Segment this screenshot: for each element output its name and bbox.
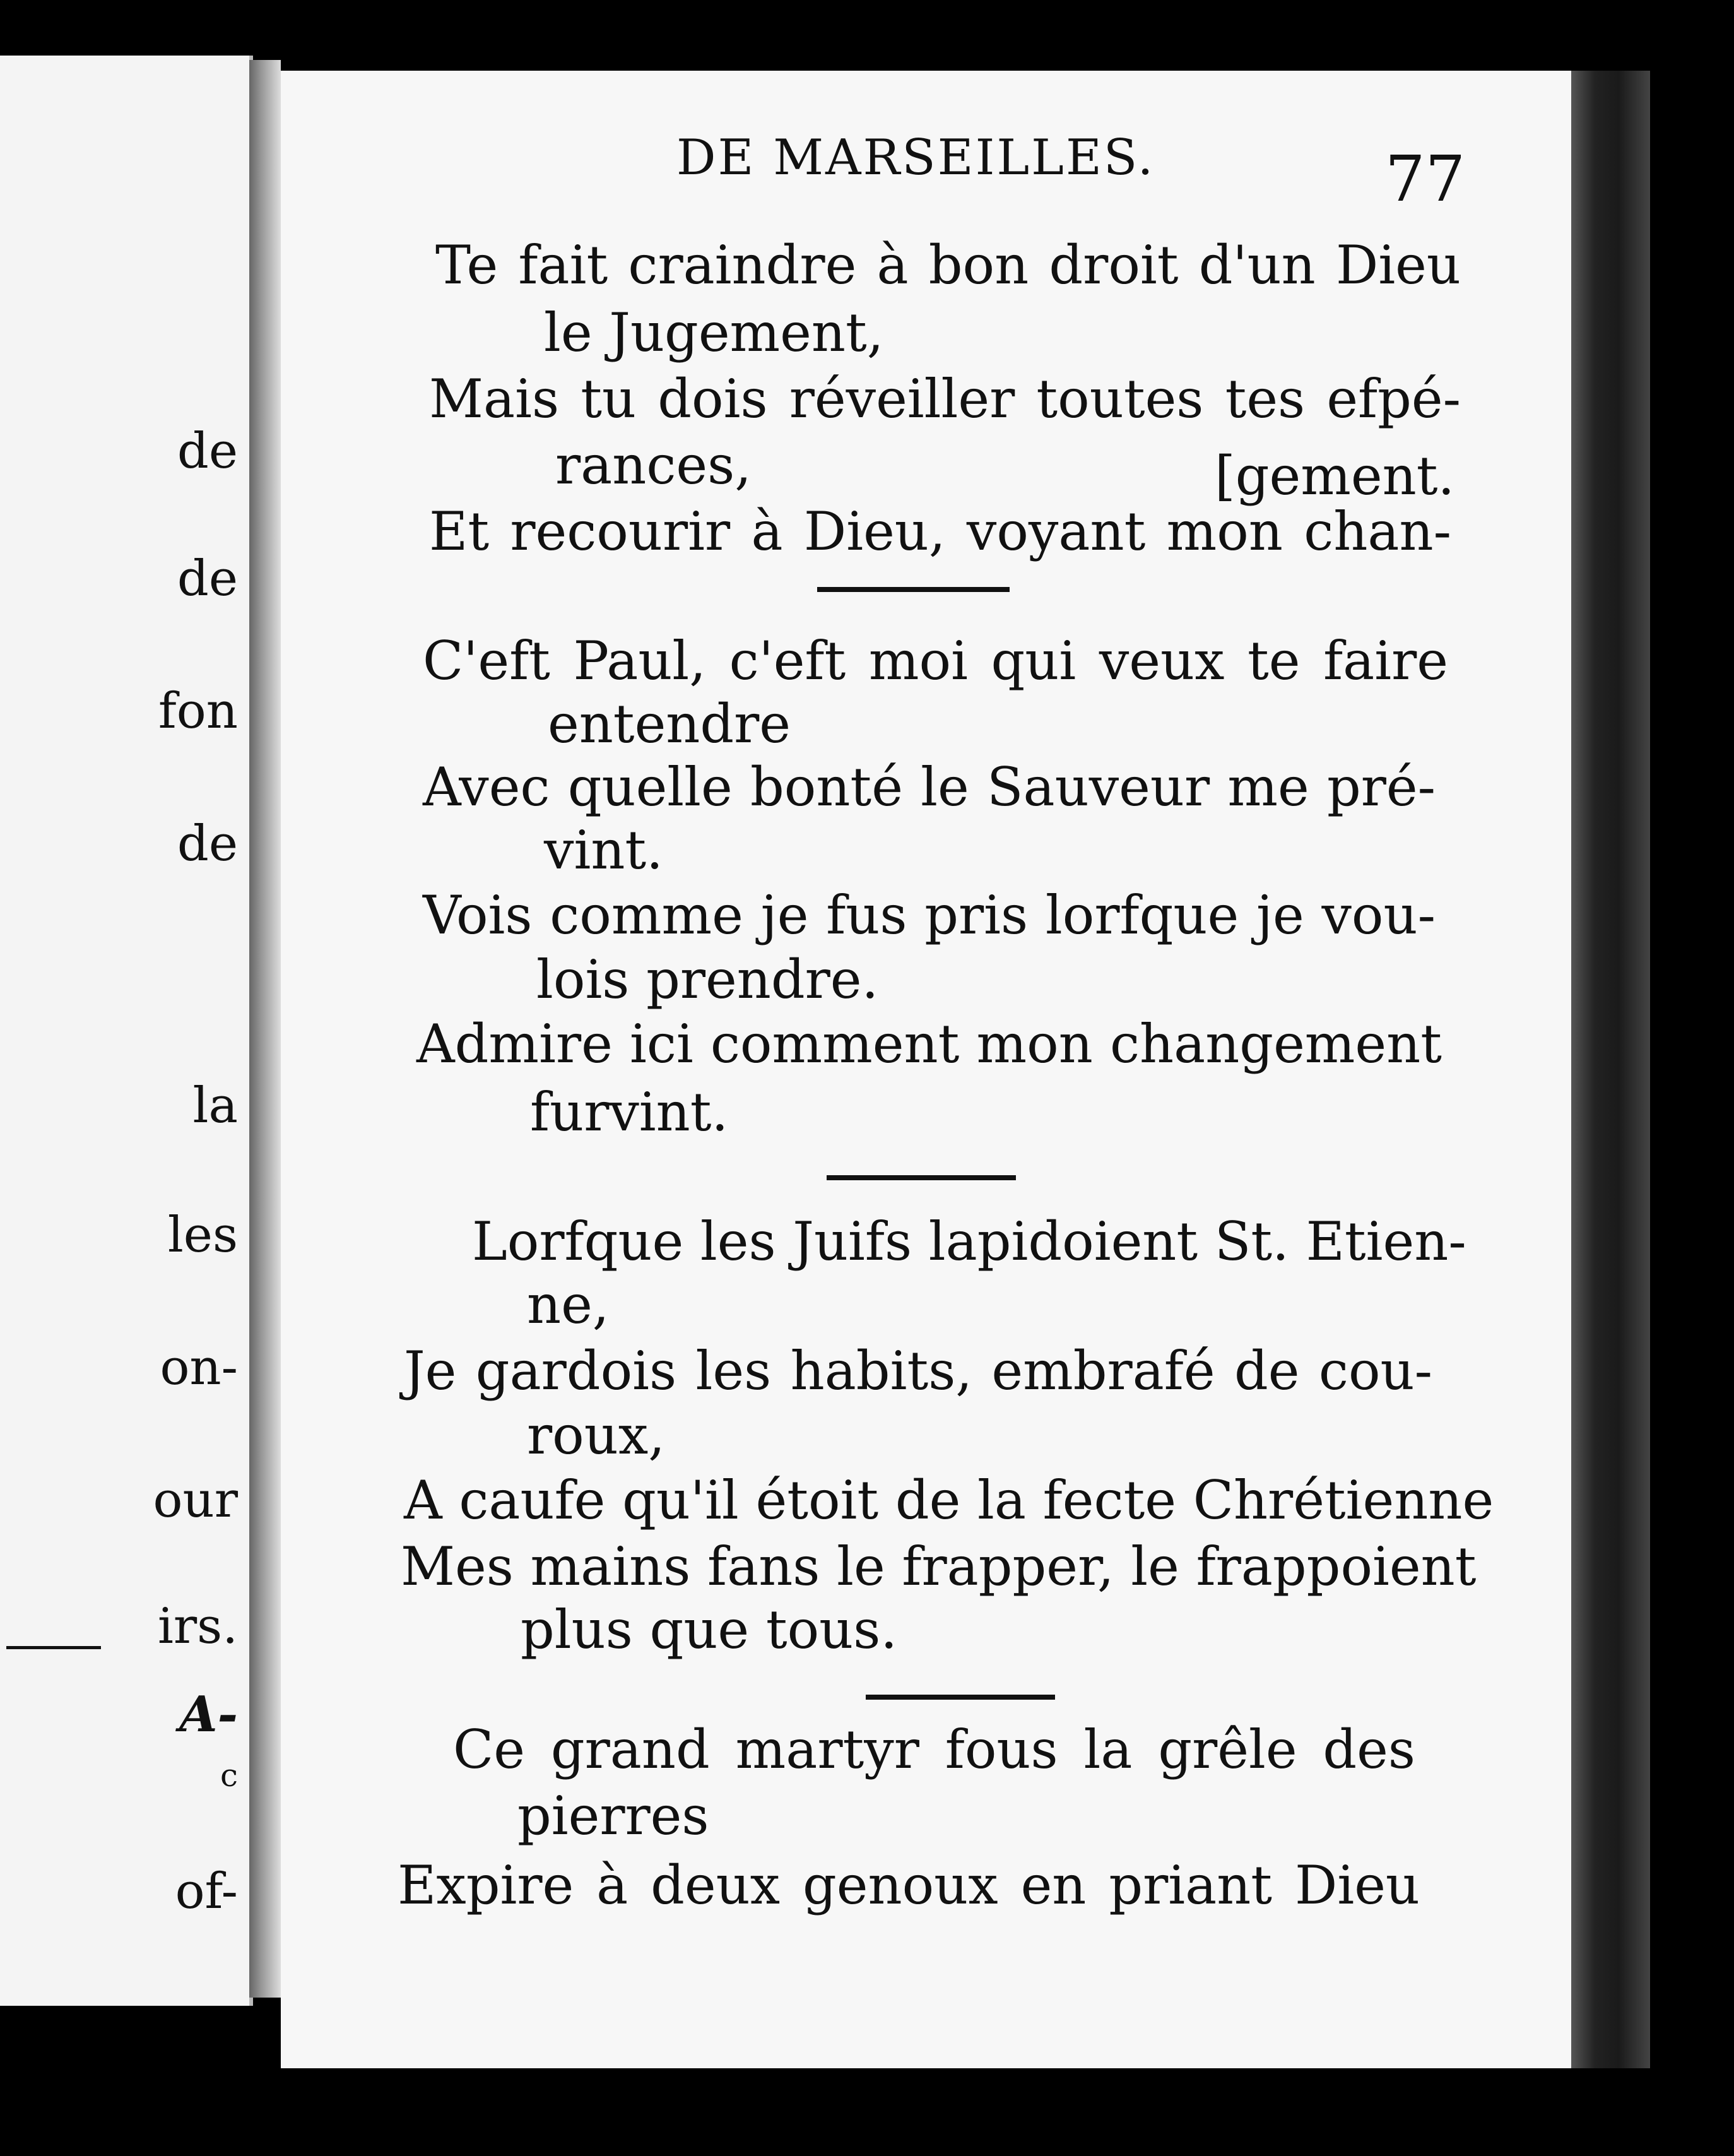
verse-line: Mes mains fans le frapper, le frappoient [401,1536,1477,1597]
left-fragment: de [177,550,238,607]
left-fragment: fon [158,683,238,740]
verse-line: Lorfque les Juifs lapidoient St. Etien- [472,1211,1466,1272]
left-fragment: c [220,1757,238,1794]
left-fragment: la [192,1077,238,1134]
verse-line: rances, [555,434,752,496]
verse-line: roux, [527,1404,665,1466]
verse-line: le Jugement, [544,302,884,364]
book-gutter [249,60,281,1998]
left-fragment: irs. [157,1598,238,1655]
verse-line: A caufe qu'il étoit de la fecte Chrétienne [404,1469,1494,1531]
verse-line: Avec quelle bonté le Sauveur me pré- [423,756,1436,818]
left-facing-page [0,56,253,2006]
verse-line: ne, [527,1274,610,1336]
verse-line: furvint. [530,1081,729,1143]
left-fragment: of- [175,1863,238,1920]
verse-line: entendre [548,693,791,755]
verse-line: pierres [517,1785,709,1847]
verse-line: vint. [544,819,663,881]
verse-line: Et recourir à Dieu, voyant mon chan- [429,500,1451,562]
verse-line: Mais tu dois réveiller toutes tes efpé- [429,368,1461,430]
left-fragment: our [153,1472,238,1529]
stanza-divider [827,1175,1016,1180]
left-fragment: de [177,423,238,480]
page-edge-shadow [1571,71,1650,2068]
page-number: 77 [1385,142,1466,216]
verse-line: Expire à deux genoux en priant Dieu [398,1854,1420,1916]
verse-line: Je gardois les habits, embrafé de cou- [404,1340,1432,1402]
verse-line: lois prendre. [536,949,879,1010]
verse-line: Vois comme je fus pris lorfque je vou- [423,884,1436,946]
left-fragment: de [177,815,238,872]
stanza-divider [866,1695,1055,1700]
left-rule [6,1646,101,1649]
verse-line: [gement. [1215,445,1455,507]
verse-line: plus que tous. [521,1599,898,1661]
verse-line: Te fait craindre à bon droit d'un Dieu [435,234,1461,296]
left-fragment: les [167,1207,238,1264]
running-title: DE MARSEILLES. [676,129,1155,186]
verse-line: Admire ici comment mon changement [416,1013,1442,1075]
stanza-divider [817,587,1010,592]
verse-line: C'eft Paul, c'eft moi qui veux te faire [423,630,1448,692]
verse-line: Ce grand martyr fous la grêle des [453,1719,1415,1780]
left-fragment: on- [160,1339,238,1396]
left-fragment: A- [179,1686,238,1743]
